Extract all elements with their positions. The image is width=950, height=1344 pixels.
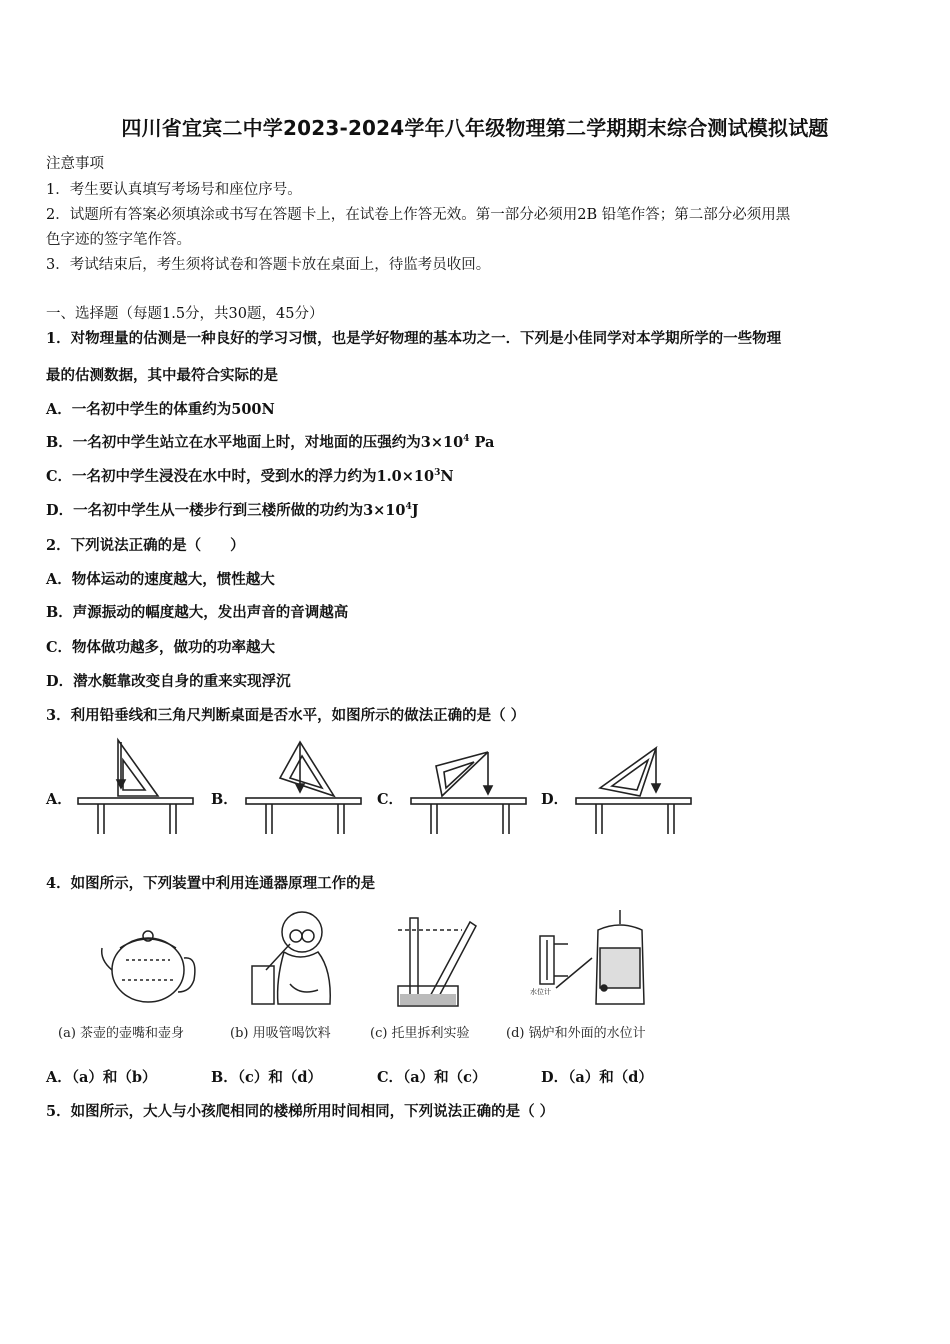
section-heading: 一、选择题（每题1.5分，共30题，45分） — [46, 306, 324, 322]
table-figure-d — [576, 748, 691, 834]
q1-option-d: D．一名初中学生从一楼步行到三楼所做的功约为$3\times 10^4J$ — [46, 502, 419, 519]
q2-stem: 2．下列说法正确的是（ ） — [46, 537, 245, 554]
teapot-figure — [102, 931, 195, 1002]
boiler-figure — [540, 910, 644, 1004]
notice-item: 2．试题所有答案必须填涂或书写在答题卡上，在试卷上作答无效。第一部分必须用2B 铅笔作答；第二部分必须用黑 — [46, 207, 791, 223]
q5-stem: 5．如图所示，大人与小孩爬相同的楼梯所用时间相同，下列说法正确的是（ ） — [46, 1103, 555, 1120]
table-figure-a — [78, 740, 193, 834]
q4-caption-c: (c) 托里拆利实验 — [370, 1026, 470, 1041]
torricelli-figure — [398, 918, 476, 1006]
q1-stem-cont: 最的估测数据，其中最符合实际的是 — [46, 367, 278, 384]
person-drinking-figure — [252, 912, 330, 1004]
q3-label-d: D． — [541, 791, 569, 808]
q1-option-c: C．一名初中学生浸没在水中时，受到水的浮力约为$1.0\times 10^3N$ — [46, 468, 454, 485]
q4-option-a: A．（a）和（b） — [46, 1069, 157, 1086]
q4-option-d: D．（a）和（d） — [541, 1069, 653, 1086]
table-figure-c — [411, 752, 526, 834]
q2-option-d: D．潜水艇靠改变自身的重来实现浮沉 — [46, 673, 291, 690]
notice-item: 1．考生要认真填写考场号和座位序号。 — [46, 182, 302, 198]
q4-caption-d: (d) 锅炉和外面的水位计 — [506, 1026, 646, 1041]
q3-label-a: A． — [46, 791, 72, 808]
q2-option-a: A．物体运动的速度越大，惯性越大 — [46, 571, 275, 588]
q4-caption-a: (a) 茶壶的壶嘴和壶身 — [58, 1026, 185, 1041]
page-title: 四川省宜宾二中学2023-2024学年八年级物理第二学期期末综合测试模拟试题 — [121, 116, 829, 140]
q1-stem: 1．对物理量的估测是一种良好的学习习惯，也是学好物理的基本功之一．下列是小佳同学对本学期所学的一些物理 — [46, 330, 782, 347]
q3-label-b: B． — [211, 791, 238, 808]
q2-option-b: B．声源振动的幅度越大，发出声音的音调越高 — [46, 604, 349, 621]
q4-stem: 4．如图所示，下列装置中利用连通器原理工作的是 — [46, 875, 376, 892]
notice-item: 3．考试结束后，考生须将试卷和答题卡放在桌面上，待监考员收回。 — [46, 257, 491, 273]
water-gauge-label: 水位计 — [530, 988, 551, 996]
q3-label-c: C． — [377, 791, 404, 808]
q1-option-b: B．一名初中学生站立在水平地面上时，对地面的压强约为$3\times 10^4$ Pa — [46, 434, 495, 451]
q2-option-c: C．物体做功越多，做功的功率越大 — [46, 639, 276, 656]
q4-figures — [0, 900, 950, 1015]
q4-option-b: B．（c）和（d） — [211, 1069, 322, 1086]
q4-caption-b: (b) 用吸管喝饮料 — [230, 1026, 331, 1041]
q1-option-a: A．一名初中学生的体重约为500N — [46, 401, 275, 418]
notice-heading: 注意事项 — [46, 156, 104, 172]
q3-stem: 3．利用铅垂线和三角尺判断桌面是否水平，如图所示的做法正确的是（ ） — [46, 707, 526, 724]
q3-figures — [0, 730, 950, 840]
q4-option-c: C．（a）和（c） — [377, 1069, 487, 1086]
notice-item: 色字迹的签字笔作答。 — [46, 232, 191, 248]
table-figure-b — [246, 742, 361, 834]
